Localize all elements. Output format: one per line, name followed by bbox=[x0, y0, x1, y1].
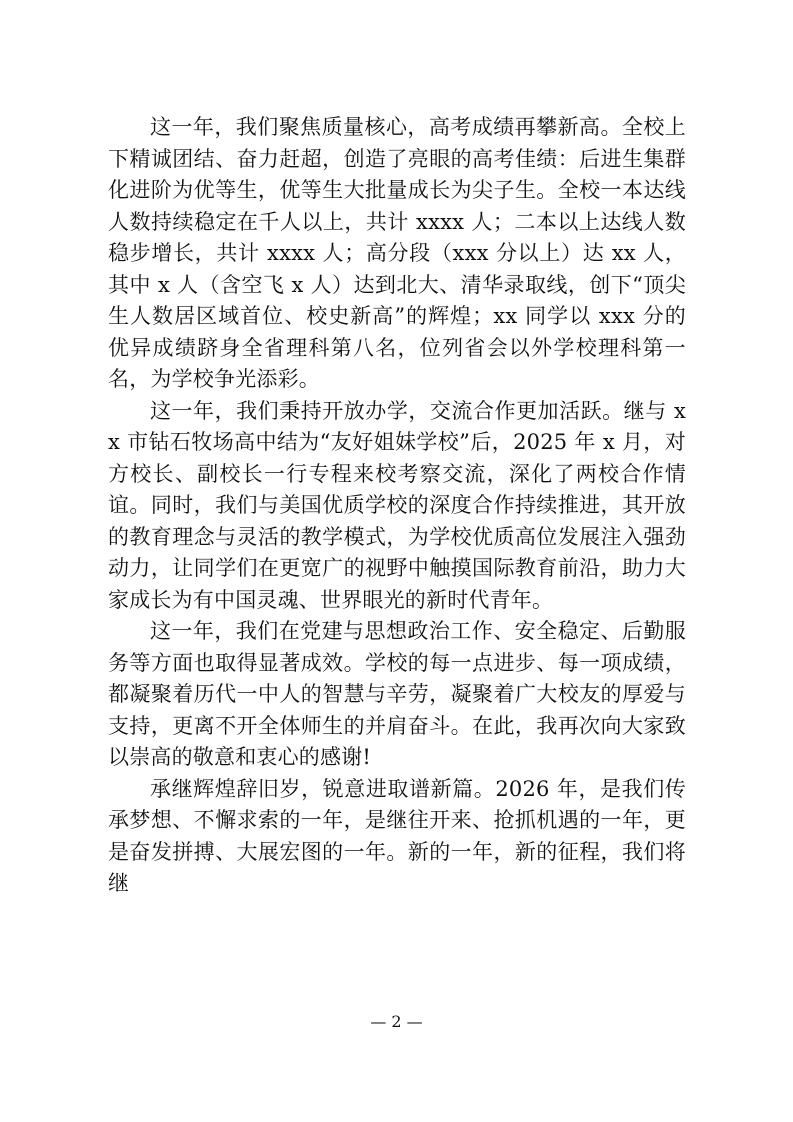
paragraph-exam-results: 这一年，我们聚焦质量核心，高考成绩再攀新高。全校上下精诚团结、奋力赶超，创造了亮眼的高考佳绩：后进生集群化进阶为优等生，优等生大批量成长为尖子生。全校一本达线人数持续稳定在千人以上，共计 xxxx 人；二本以上达线人数稳步增长，共计 xxxx 人；高分段（xxx 分以上）达 xx 人，其中 x 人（含空飞 x 人）达到北大、清华录取线，创下“顶尖生人数居区域首位、校史新高”的辉煌；xx 同学以 xxx 分的优异成绩跻身全省理科第八名，位列省会以外学校理科第一名，为学校争光添彩。 bbox=[108, 115, 686, 391]
page-number: — 2 — bbox=[370, 1012, 423, 1031]
paragraph-open-cooperation: 这一年，我们秉持开放办学，交流合作更加活跃。继与 xx 市钻石牧场高中结为“友好姐妹学校”后，2025 年 x 月，对方校长、副校长一行专程来校考察交流，深化了两校合作情谊。同时，我们与美国优质学校的深度合作持续推进，其开放的教育理念与灵活的教学模式，为学校优质高位发展注入强劲动力，让同学们在更宽广的视野中触摸国际教育前沿，助力大家成长为有中国灵魂、世界眼光的新时代青年。 bbox=[108, 398, 686, 612]
paragraph-new-year: 承继辉煌辞旧岁，锐意进取谱新篇。2026 年，是我们传承梦想、不懈求索的一年，是继往开来、抢抓机遇的一年，更是奋发拼搏、大展宏图的一年。新的一年，新的征程，我们将继 bbox=[108, 776, 686, 895]
body-text bbox=[108, 112, 686, 900]
paragraph-party-building: 这一年，我们在党建与思想政治工作、安全稳定、后勤服务等方面也取得显著成效。学校的每一点进步、每一项成绩，都凝聚着历代一中人的智慧与辛劳，凝聚着广大校友的厚爱与支持，更离不开全体师生的并肩奋斗。在此，我再次向大家致以崇高的敬意和衷心的感谢! bbox=[108, 619, 686, 769]
